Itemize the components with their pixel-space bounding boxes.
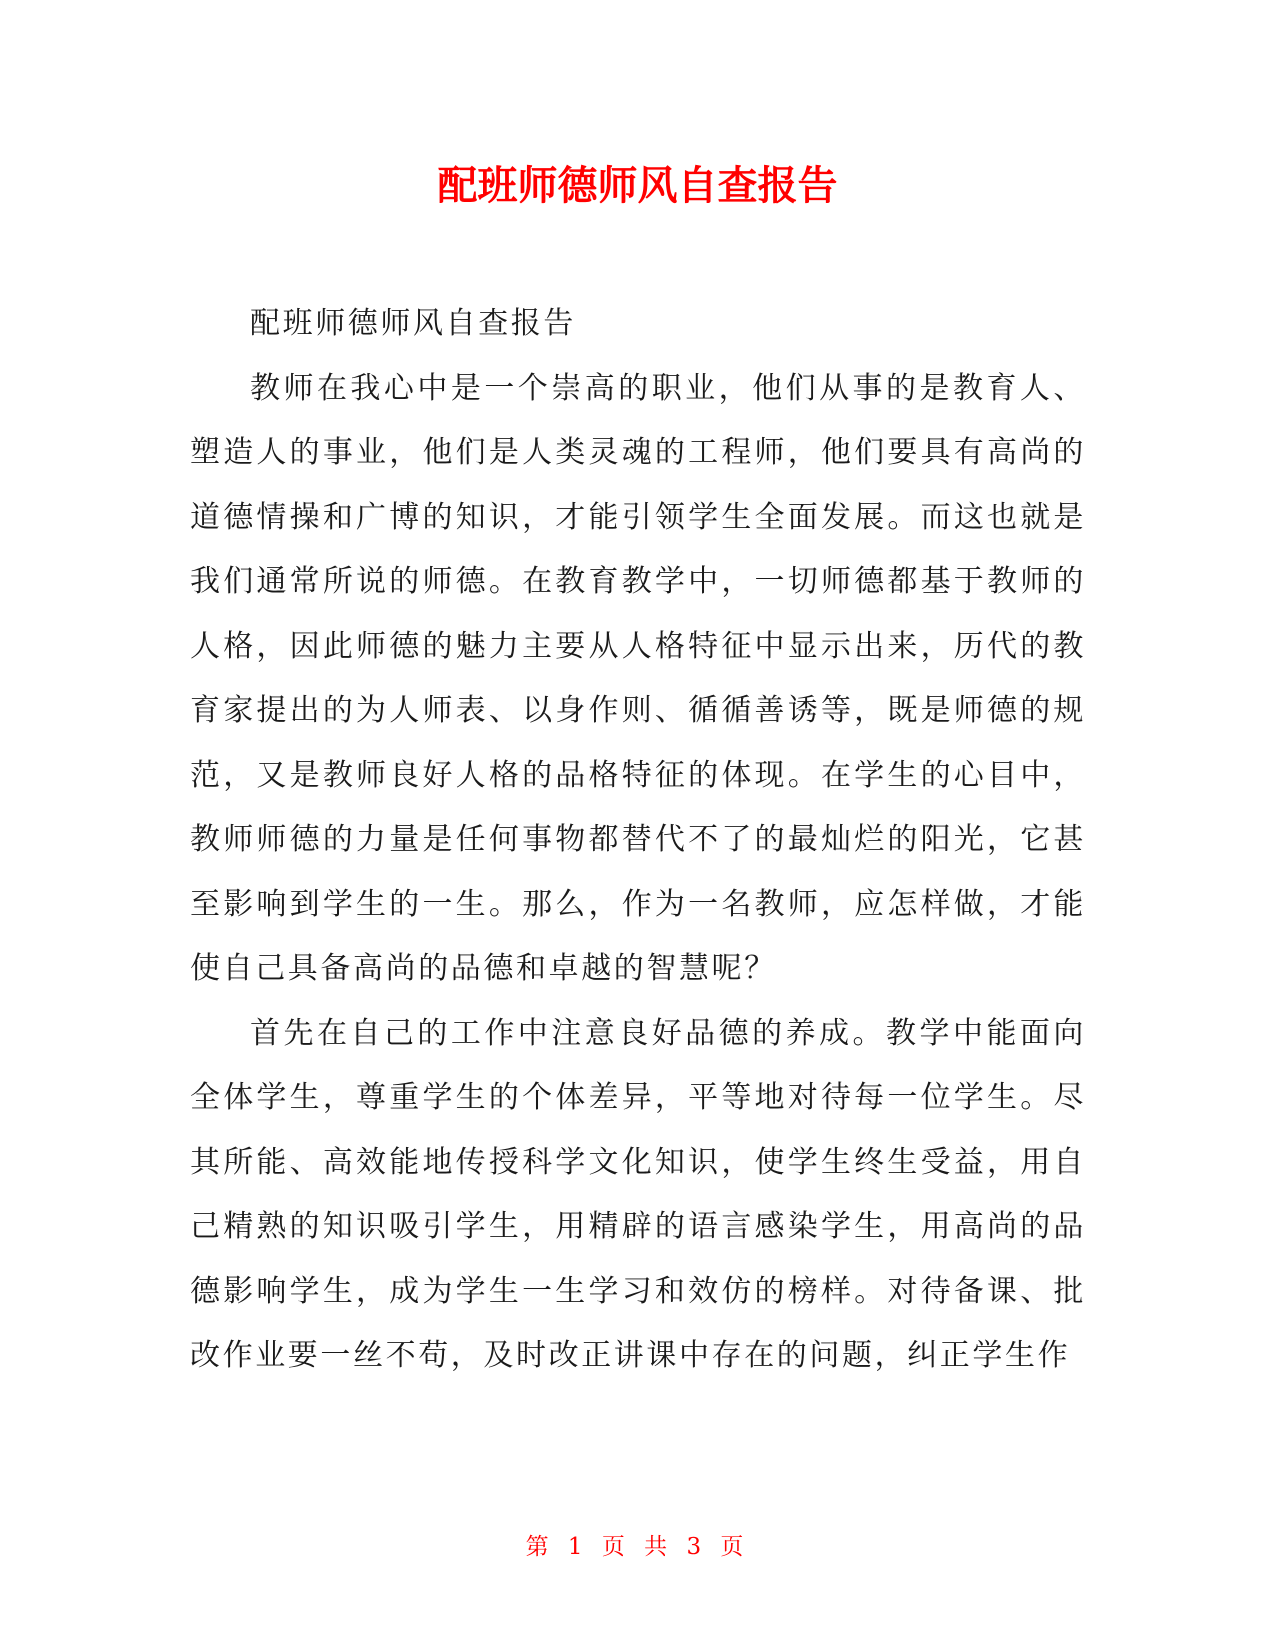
body-paragraph-2: 首先在自己的工作中注意良好品德的养成。教学中能面向全体学生，尊重学生的个体差异，平等地对待每一位学生。尽其所能、高效能地传授科学文化知识，使学生终生受益，用自己精熟的知识吸引学生，用精辟的语言感染学生，用高尚的品德影响学生，成为学生一生学习和效仿的榜样。对待备课、批改作业要一丝不苟，及时改正讲课中存在的问题，纠正学生作 [190,1015,1086,1373]
page-footer: 第 1 页 共 3 页 [525,1534,750,1560]
body-paragraph-subtitle: 配班师德师风自查报告 [250,306,576,341]
document-title: 配班师德师风自查报告 [437,163,838,209]
document-body [190,292,1086,1389]
body-paragraph-1: 教师在我心中是一个崇高的职业，他们从事的是教育人、塑造人的事业，他们是人类灵魂的工程师，他们要具有高尚的道德情操和广博的知识，才能引领学生全面发展。而这也就是我们通常所说的师德。在教育教学中，一切师德都基于教师的人格，因此师德的魅力主要从人格特征中显示出来，历代的教育家提出的为人师表、以身作则、循循善诱等，既是师德的规范，又是教师良好人格的品格特征的体现。在学生的心目中，教师师德的力量是任何事物都替代不了的最灿烂的阳光，它甚至影响到学生的一生。那么，作为一名教师，应怎样做，才能使自己具备高尚的品德和卓越的智慧呢？ [190,370,1086,986]
